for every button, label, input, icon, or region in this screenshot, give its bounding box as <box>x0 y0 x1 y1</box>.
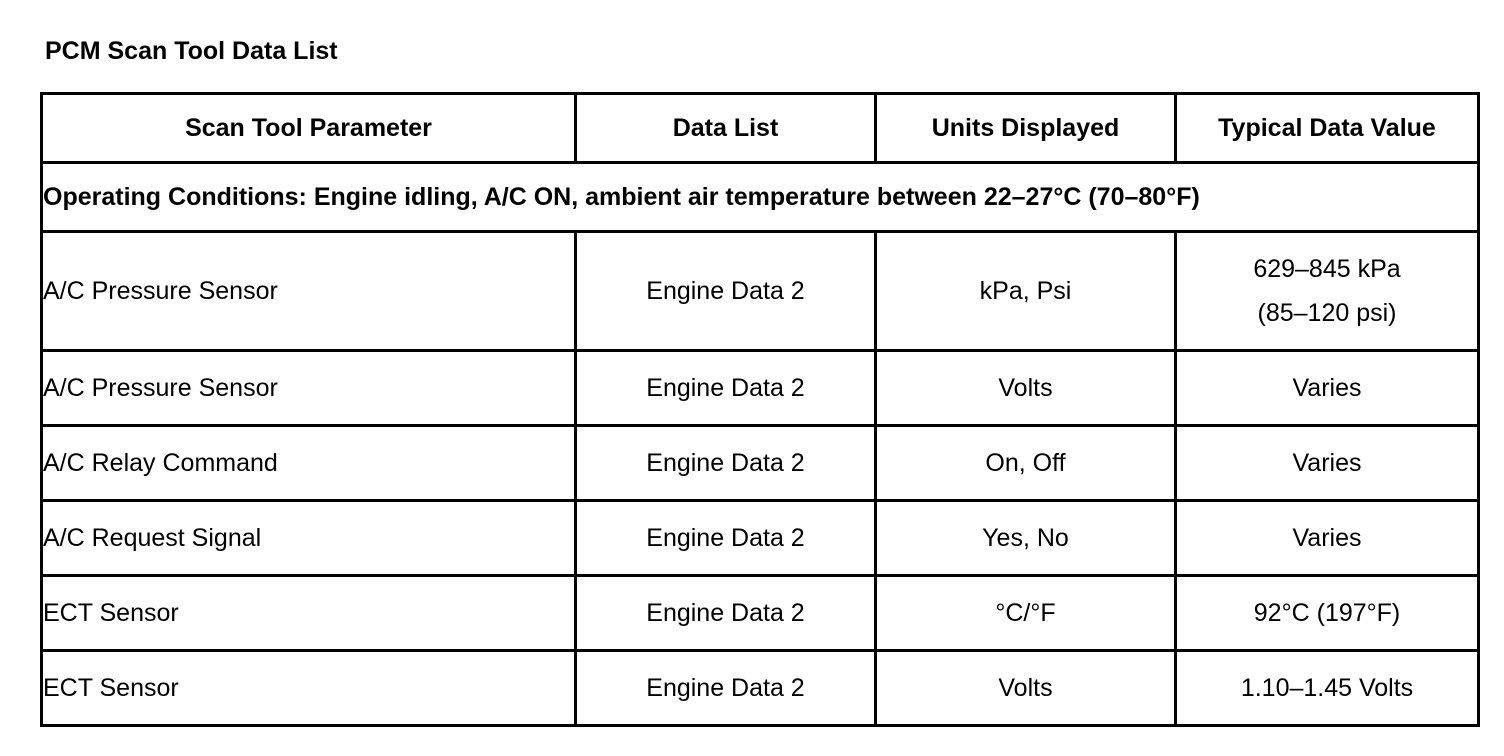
cell-value: Varies <box>1176 426 1479 501</box>
cell-data-list: Engine Data 2 <box>576 651 876 726</box>
cell-value: Varies <box>1176 351 1479 426</box>
cell-value <box>1176 232 1479 351</box>
operating-conditions-row <box>42 163 1479 232</box>
table-row <box>42 426 1479 501</box>
cell-value-line: 629–845 kPa <box>1253 255 1401 283</box>
cell-value-line: (85–120 psi) <box>1257 299 1397 327</box>
cell-data-list: Engine Data 2 <box>576 501 876 576</box>
cell-parameter: ECT Sensor <box>42 651 576 726</box>
cell-units: kPa, Psi <box>876 232 1176 351</box>
cell-parameter: A/C Relay Command <box>42 426 576 501</box>
table-header-row <box>42 94 1479 163</box>
cell-value: 1.10–1.45 Volts <box>1176 651 1479 726</box>
cell-parameter: A/C Request Signal <box>42 501 576 576</box>
cell-value: Varies <box>1176 501 1479 576</box>
operating-conditions: Operating Conditions: Engine idling, A/C ON, ambient air temperature between 22–27°C (70–80°F) <box>42 163 1479 232</box>
header-data-list: Data List <box>576 94 876 163</box>
header-units-displayed: Units Displayed <box>876 94 1176 163</box>
header-typical-data-value: Typical Data Value <box>1176 94 1479 163</box>
scan-tool-data-table <box>40 92 1480 727</box>
document-title: PCM Scan Tool Data List <box>45 37 338 65</box>
cell-units: Volts <box>876 351 1176 426</box>
cell-units: Yes, No <box>876 501 1176 576</box>
cell-units: °C/°F <box>876 576 1176 651</box>
cell-units: Volts <box>876 651 1176 726</box>
table-row <box>42 651 1479 726</box>
cell-data-list: Engine Data 2 <box>576 351 876 426</box>
cell-parameter: A/C Pressure Sensor <box>42 351 576 426</box>
cell-units: On, Off <box>876 426 1176 501</box>
cell-data-list: Engine Data 2 <box>576 576 876 651</box>
table-row <box>42 576 1479 651</box>
cell-data-list: Engine Data 2 <box>576 232 876 351</box>
table-row <box>42 232 1479 351</box>
table-row <box>42 501 1479 576</box>
table-row <box>42 351 1479 426</box>
cell-parameter: A/C Pressure Sensor <box>42 232 576 351</box>
header-scan-tool-parameter: Scan Tool Parameter <box>42 94 576 163</box>
cell-data-list: Engine Data 2 <box>576 426 876 501</box>
cell-parameter: ECT Sensor <box>42 576 576 651</box>
cell-value: 92°C (197°F) <box>1176 576 1479 651</box>
